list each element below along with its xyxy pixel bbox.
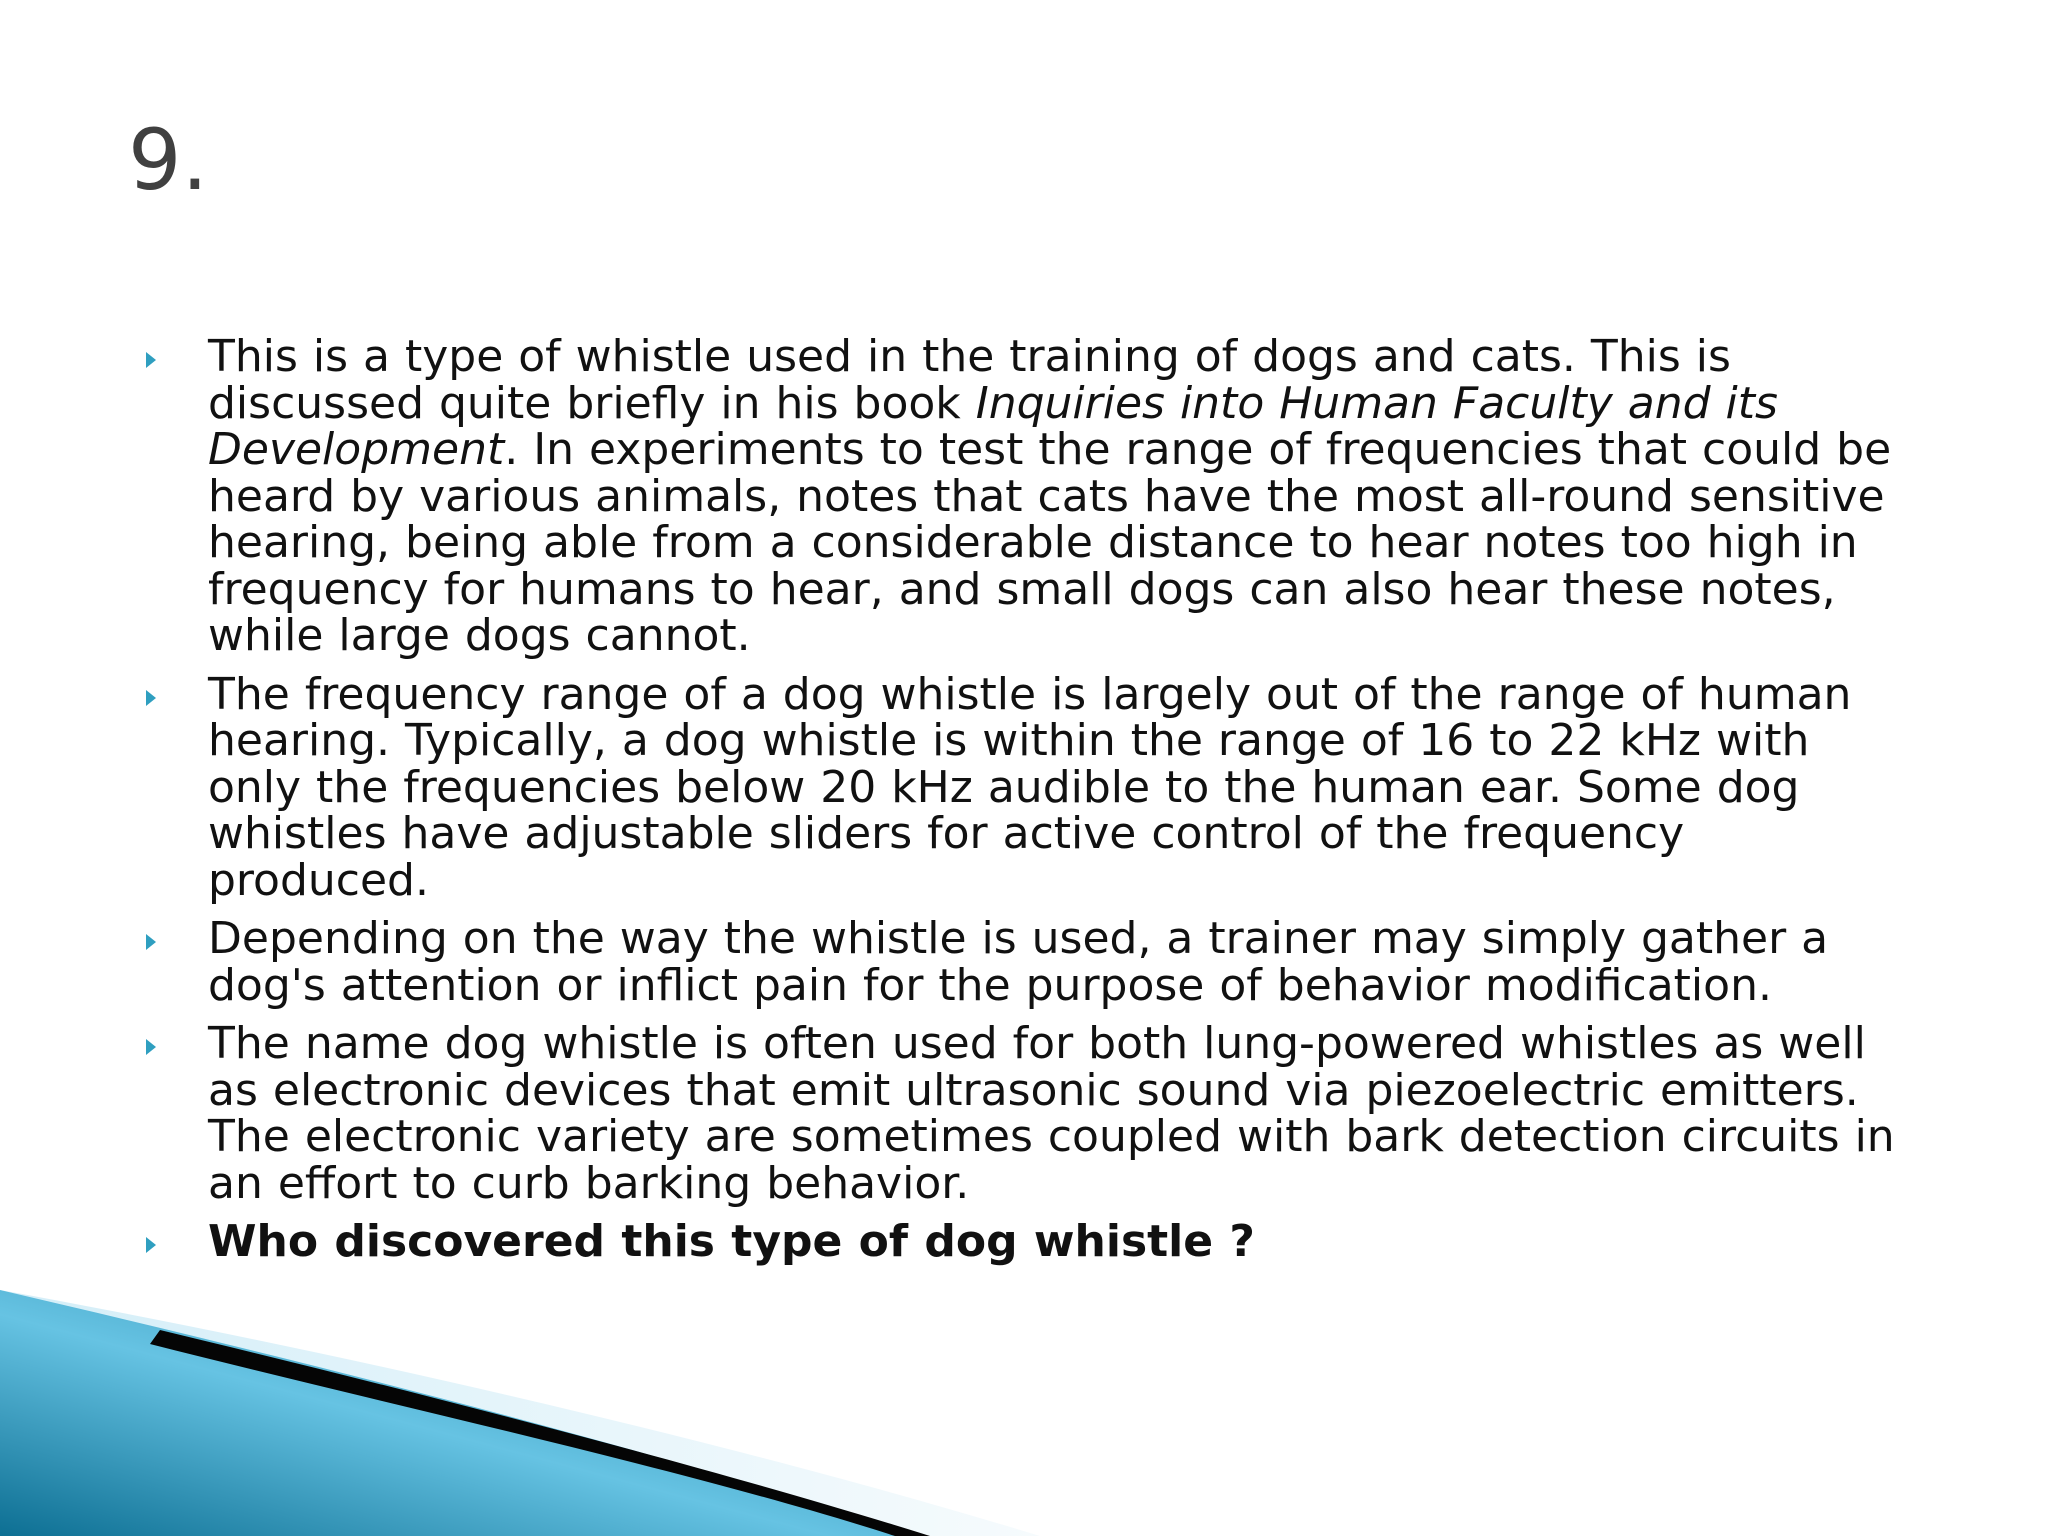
triangle-right-icon [146, 1039, 156, 1055]
question-text: Who discovered this type of dog whistle ? [208, 1216, 1255, 1267]
triangle-right-icon [146, 934, 156, 950]
bullet-item-1 [146, 331, 1916, 661]
bullet-text-3: Depending on the way the whistle is used, a trainer may simply gather a dog's attention or inflict pain for the purpose of behavior modification. [208, 913, 1829, 1011]
bullet-text-2: The frequency range of a dog whistle is largely out of the range of human hearing. Typically, a dog whistle is within the range of 16 to 22 kHz with only the frequencies below 20 kHz audible to the human ear. Some dog whistles have adjustable sliders for active control of the frequency produced. [208, 668, 1852, 906]
bullet-item-4 [146, 1018, 1916, 1209]
bullet-list [146, 331, 1916, 1278]
slide-title: 9. [128, 111, 209, 209]
bullet-item-2 [146, 668, 1916, 906]
triangle-right-icon [146, 1237, 156, 1253]
bullet-text-4: The name dog whistle is often used for both lung-powered whistles as well as electronic devices that emit ultrasonic sound via piezoelectric emitters. The electronic variety are sometimes coupled with bark detection circuits in an effort to curb barking behavior. [208, 1018, 1895, 1209]
bullet-item-3 [146, 913, 1916, 1011]
triangle-right-icon [146, 352, 156, 368]
book-title: Inquiries into Human Faculty and its Development [208, 377, 1778, 475]
bullet-text-1 [208, 331, 1891, 661]
bullet-text-1-end: . In experiments to test the range of frequencies that could be heard by various animals, notes that cats have the most all-round sensitive hearing, being able from a considerable distance to hear notes too high in frequency for humans to hear, and small dogs can also hear these notes, while large dogs cannot. [208, 424, 1892, 661]
triangle-right-icon [146, 690, 156, 706]
bullet-text-1-start: This is a type of whistle used in the training of dogs and cats. This is discussed quite briefly in his book [208, 331, 1731, 429]
bullet-item-5 [146, 1216, 1916, 1267]
